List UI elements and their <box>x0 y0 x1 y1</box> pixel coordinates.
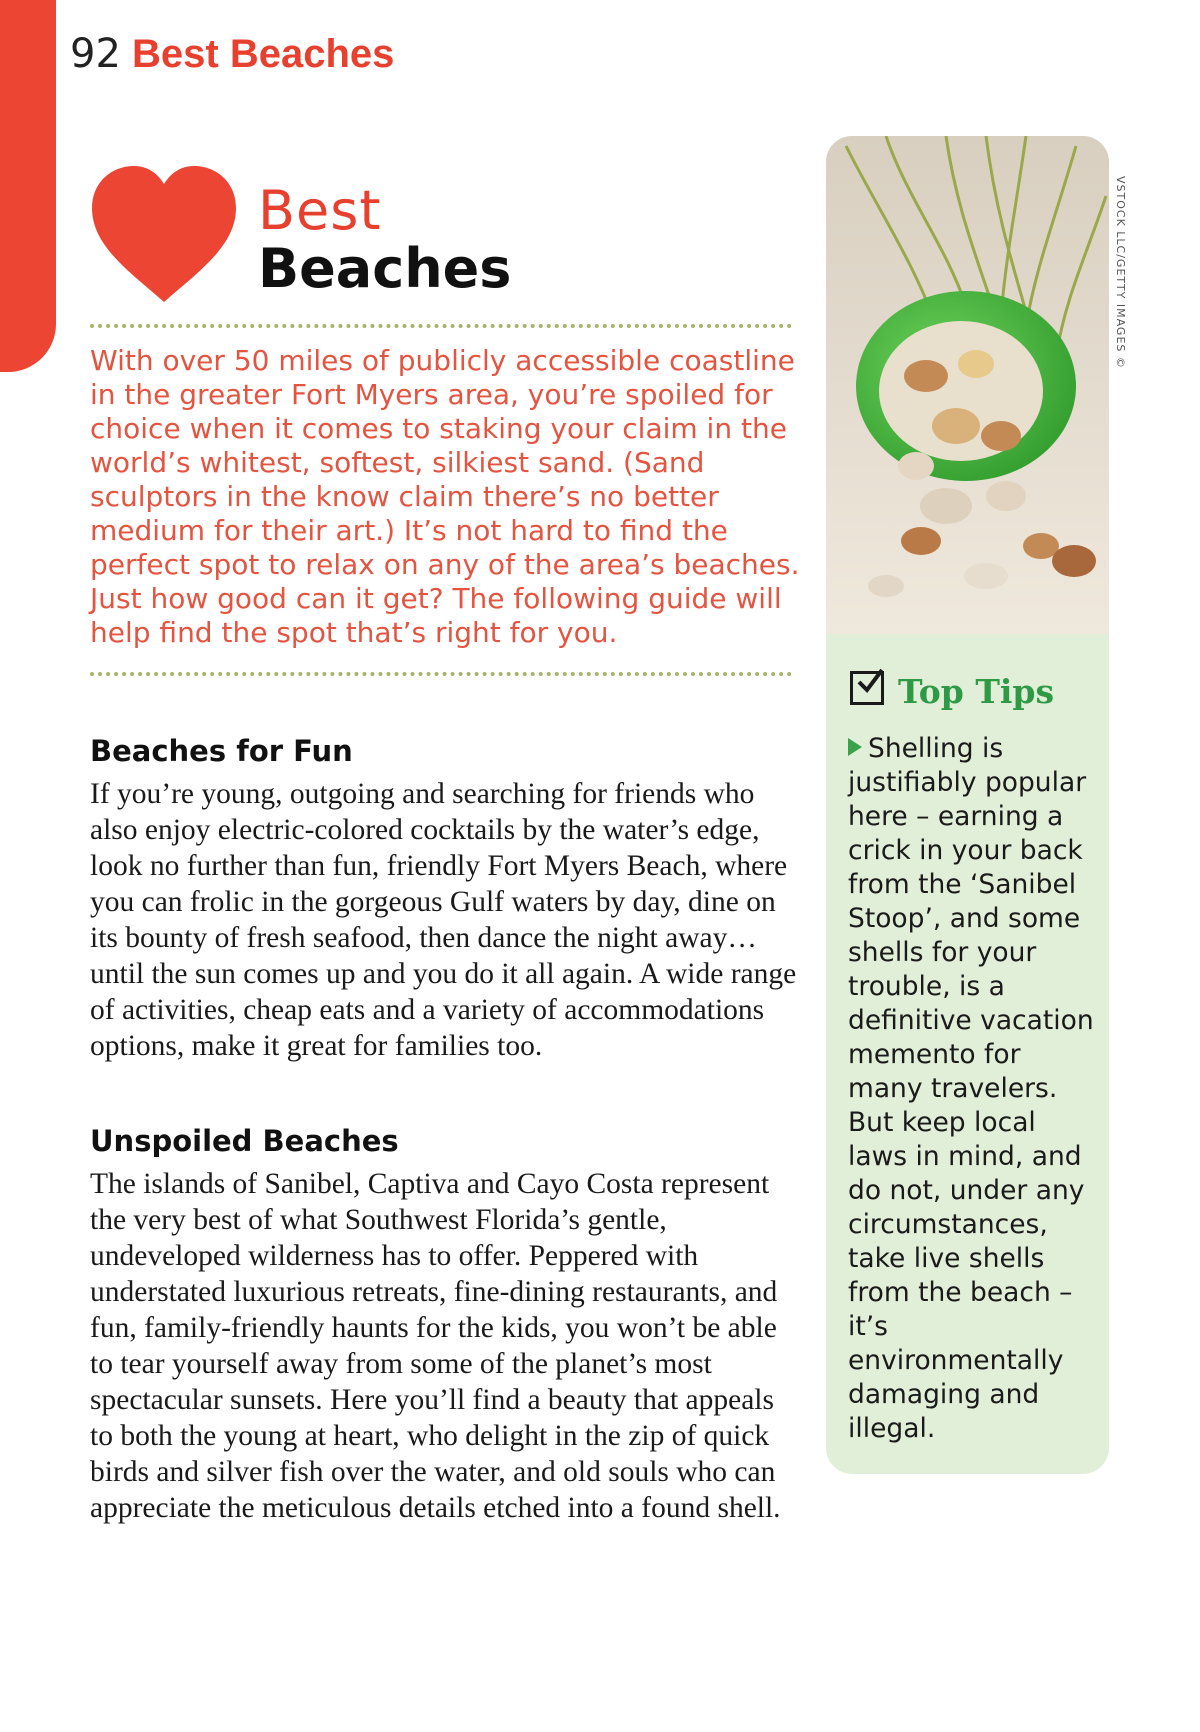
title-bold: Beaches <box>258 237 512 300</box>
intro-paragraph: With over 50 miles of publicly accessible coastline in the greater Fort Myers area, you’re spoiled for choice when it comes to staking your claim in the world’s whitest, softest, silkiest sand. (Sand sculptors in the know claim there’s no better medium for their art.) It’s not hard to find the perfect spot to relax on any of the area’s beaches. Just how good can it get? The following guide will help find the spot that’s right for you. <box>90 344 800 649</box>
title-light: Best <box>258 179 382 242</box>
tip-body: Shelling is justifiably popular here – earning a crick in your back from the ‘Sanibel Stoop’, and some shells for your trouble, is a definitive vacation memento for many travelers. But keep local laws in mind, and do not, under any circumstances, take live shells from the beach – it’s environmentally damaging and illegal. <box>848 733 1094 1444</box>
section-heading-unspoiled: Unspoiled Beaches <box>90 1124 399 1158</box>
bullet-triangle-icon <box>848 738 862 756</box>
section-body-fun: If you’re young, outgoing and searching for friends who also enjoy electric-colored cocktails by the water’s edge, look no further than fun, friendly Fort Myers Beach, where you can frolic in the gorgeous Gulf waters by day, dine on its bounty of fresh seafood, then dance the night away…until the sun comes up and you do it all again. A wide range of activities, cheap eats and a variety of accommodations options, make it great for families too. <box>90 778 797 1062</box>
page-title <box>258 179 512 300</box>
divider-bottom <box>90 672 792 676</box>
running-head <box>70 30 394 78</box>
section-body-unspoiled: The islands of Sanibel, Captiva and Cayo Costa represent the very best of what Southwest Florida’s gentle, undeveloped wilderness has to offer. Peppered with understated luxurious retreats, fine-dining restaurants, and fun, family-friendly haunts for the kids, you won’t be able to tear yourself away from some of the planet’s most spectacular sunsets. Here you’ll find a beauty that appeals to both the young at heart, who delight in the zip of quick birds and silver fish over the water, and old souls who can appreciate the meticulous details etched into a found shell. <box>90 1168 781 1524</box>
section-heading-fun: Beaches for Fun <box>90 734 353 768</box>
photo-credit <box>1109 176 1139 386</box>
heart-icon <box>90 166 238 306</box>
top-tips-title: Top Tips <box>898 672 1055 711</box>
page-number: 92 <box>70 31 121 77</box>
top-tips-heading <box>850 672 1054 718</box>
top-tips-sidebar <box>826 136 1109 1474</box>
photo-credit-text: VSTOCK LLC/GETTY IMAGES © <box>1114 176 1127 369</box>
checkbox-icon <box>850 671 884 705</box>
section-title: Best Beaches <box>132 32 395 76</box>
divider-top <box>90 324 792 328</box>
shells-bucket-photo <box>826 136 1109 634</box>
tip-text <box>848 732 1098 1446</box>
chapter-tab <box>0 0 56 372</box>
